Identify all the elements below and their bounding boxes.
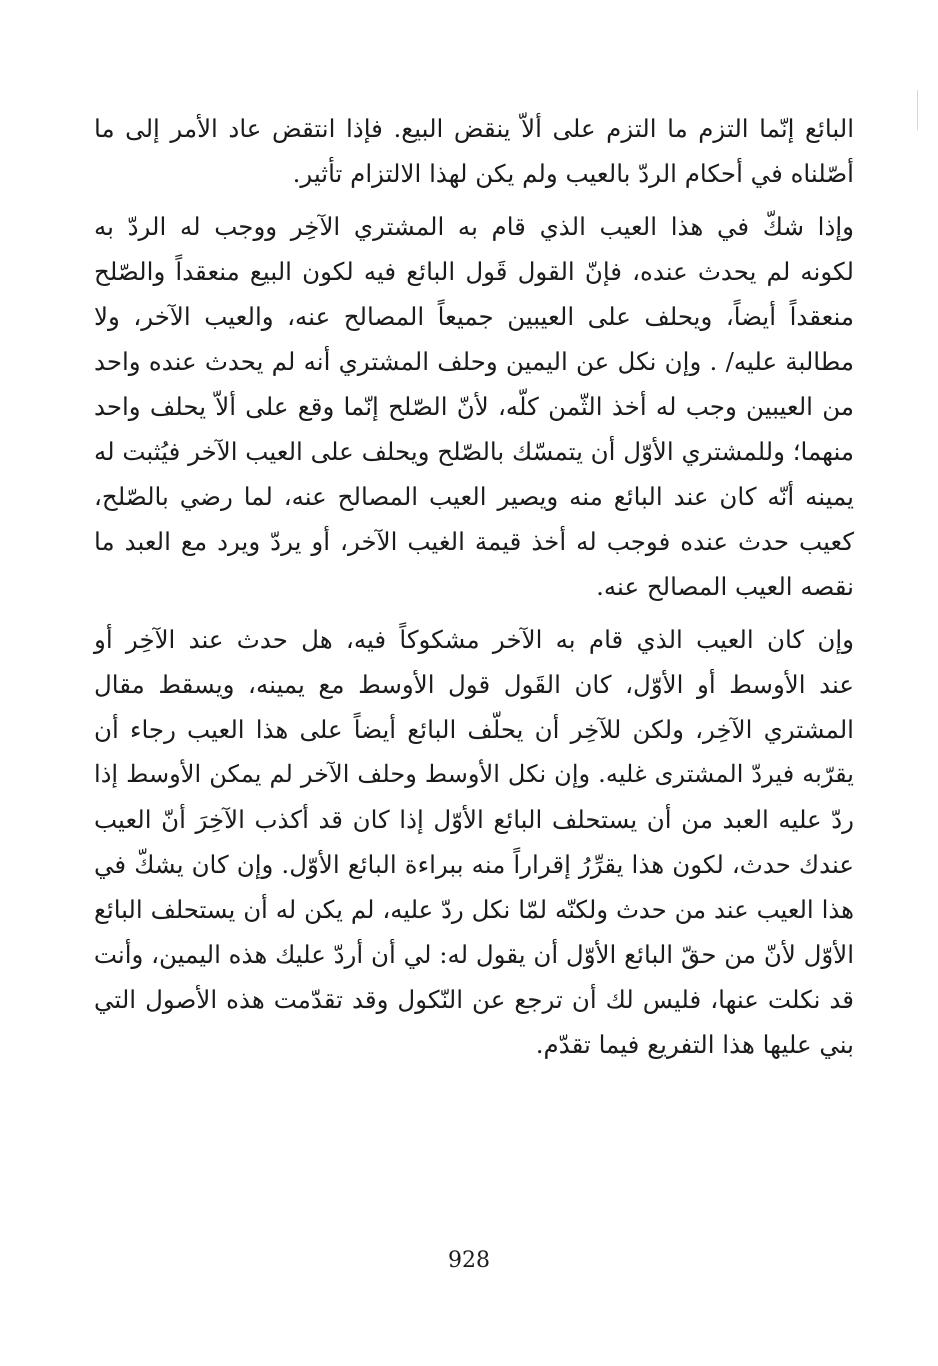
paragraph-3 xyxy=(94,617,854,1067)
paragraph-2 xyxy=(94,204,854,609)
text-line: كعيب حدث عنده فوجب له أخذ قيمة الغيب الآخر، أو يردّ ويرد مع العبد ما xyxy=(94,527,854,556)
text-line: ردّ عليه العبد من أن يستحلف البائع الأوّل إذا كان قد أكذب الآخِرَ أنّ العيب xyxy=(94,805,854,834)
text-line: لكونه لم يحدث عنده، فإنّ القول قَول البائع فيه لكون البيع منعقداً والصّلح xyxy=(94,257,854,286)
text-line: عندك حدث، لكون هذا يقرِّرُ إقراراً منه ببراءة البائع الأوّل. وإن كان يشكّ في xyxy=(94,850,854,879)
text-line: وإن كان العيب الذي قام به الآخر مشكوكاً فيه، هل حدث عند الآخِر أو xyxy=(94,625,854,654)
text-line: وإذا شكّ في هذا العيب الذي قام به المشتري الآخِر ووجب له الردّ به xyxy=(94,212,854,241)
scan-edge-mark xyxy=(917,90,918,130)
paragraph-1 xyxy=(94,106,854,196)
text-line: يمينه أنّه كان عند البائع منه ويصير العيب المصالح عنه، لما رضي بالصّلح، xyxy=(94,482,854,511)
text-line: قد نكلت عنها، فليس لك أن ترجع عن النّكول وقد تقدّمت هذه الأصول التي xyxy=(94,985,854,1014)
body-text xyxy=(94,106,854,1067)
text-line: المشتري الآخِر، ولكن للآخِر أن يحلّف البائع أيضاً على هذا العيب رجاء أن xyxy=(94,715,854,744)
text-line: مطالبة عليه/ . وإن نكل عن اليمين وحلف المشتري أنه لم يحدث عنده واحد xyxy=(94,347,854,376)
text-line: الأوّل لأنّ من حقّ البائع الأوّل أن يقول له: لي أن أردّ عليك هذه اليمين، وأنت xyxy=(93,940,854,969)
text-line: عند الأوسط أو الأوّل، كان القَول قول الأوسط مع يمينه، ويسقط مقال xyxy=(94,670,854,699)
text-line: أصّلناه في أحكام الردّ بالعيب ولم يكن لهذا الالتزام تأثير. xyxy=(292,159,854,188)
text-line: من العيبين وجب له أخذ الثّمن كلّه، لأنّ الصّلح إنّما وقع على ألاّ يحلف واحد xyxy=(94,392,854,421)
text-line: بني عليها هذا التفريع فيما تقدّم. xyxy=(535,1030,854,1059)
text-line: منعقداً أيضاً، ويحلف على العيبين جميعاً المصالح عنه، والعيب الآخر، ولا xyxy=(94,302,854,331)
text-line: نقصه العيب المصالح عنه. xyxy=(596,572,854,601)
page-number: 928 xyxy=(448,1248,490,1273)
text-line: يقرّبه فيردّ المشترى غليه. وإن نكل الأوسط وحلف الآخر لم يمكن الأوسط إذا xyxy=(94,760,854,788)
text-line: البائع إنّما التزم ما التزم على ألاّ ينقض البيع. فإذا انتقض عاد الأمر إلى ما xyxy=(94,114,854,143)
text-line: منهما؛ وللمشتري الأوّل أن يتمسّك بالصّلح ويحلف على العيب الآخر فيُثبت له xyxy=(93,437,854,466)
text-line: هذا العيب عند من حدث ولكنّه لمّا نكل ردّ عليه، لم يكن له أن يستحلف البائع xyxy=(94,895,854,924)
